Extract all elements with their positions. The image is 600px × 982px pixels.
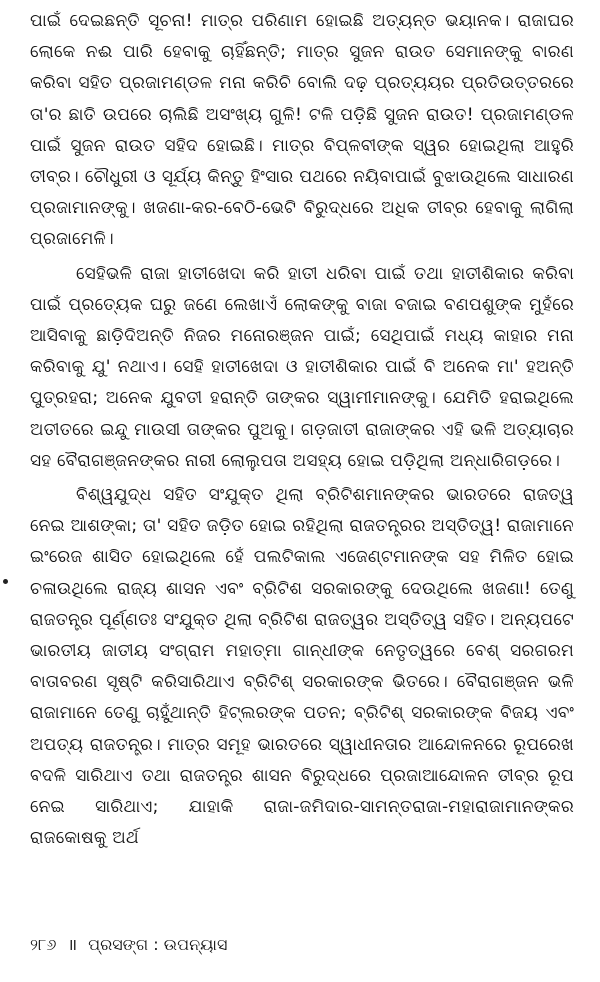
paragraph-3: ବିଶ୍ୱଯୁଦ୍ଧ ସହିତ ସଂଯୁକ୍ତ ଥିଲା ବ୍ରିଟିଶମାନଙ୍କର ଭାରତରେ ରାଜତ୍ୱ ନେଇ ଆଶଙ୍କା; ତା' ସହିତ ଜଡ଼ିତ ହୋଇ ରହିଥିଲା ରାଜତନ୍ତ୍ରର ଅସ୍ତିତ୍ୱ! ରାଜାମାନେ ଇଂରେଜ ଶାସିତ ହୋଇଥିଲେ ହେଁ ପଲଟିକାଲ ଏଜେଣ୍ଟମାନଙ୍କ ସହ ମିଳିତ ହୋଇ ଚଳାଉଥିଲେ ରାଜ୍ୟ ଶାସନ ଏବଂ ବ୍ରିଟିଶ ସରକାରଙ୍କୁ ଦେଉଥିଲେ ଖଜଣା! ତେଣୁ ରାଜତନ୍ତ୍ର ପୂର୍ଣ୍ଣତଃ ସଂଯୁକ୍ତ ଥିଲା ବ୍ରିଟିଶ ରାଜତ୍ୱର ଅସ୍ତିତ୍ୱ ସହିତ। ଅନ୍ୟପଟେ ଭାରତୀୟ ଜାତୀୟ ସଂଗ୍ରାମ ମହାତ୍ମା ଗାନ୍ଧୀଙ୍କ ନେତୃତ୍ୱରେ ବେଶ୍ ସରଗରମ ବାତାବରଣ ସୃଷ୍ଟି କରିସାରିଥାଏ ବ୍ରିଟିଶ୍ ସରକାରଙ୍କ ଭିତରେ। ବୈରାଗଞ୍ଜନ ଭଳି ରାଜାମାନେ ତେଣୁ ଚାହୁଁଥାନ୍ତି ହିଟ୍‌ଲରଙ୍କ ପତନ; ବ୍ରିଟିଶ୍ ସରକାରଙ୍କ ବିଜୟ ଏବଂ ଅପତ୍ୟ ରାଜତନ୍ତ୍ର। ମାତ୍ର ସମୂହ ଭାରତରେ ସ୍ୱାଧୀନତାର ଆନ୍ଦୋଳନରେ ରୂପରେଖ ବଦଳି ସାରିଥାଏ ତଥା ରାଜତନ୍ତ୍ର ଶାସନ ବିରୁଦ୍ଧରେ ପ୍ରଜାଆନ୍ଦୋଳନ ତୀବ୍ର ରୂପ ନେଇ ସାରିଥାଏ; ଯାହାକି ରାଜା-ଜମିଦାର-ସାମନ୍ତରାଜା-ମହାରାଜାମାନଙ୍କର ରାଜକୋଷକୁ ଅର୍ଥ [30, 485, 574, 849]
paragraph-2: ସେହିଭଳି ରାଜା ହାତୀଖେଦା କରି ହାତୀ ଧରିବା ପାଇଁ ତଥା ହାତୀଶିକାର କରିବା ପାଇଁ ପ୍ରତ୍ୟେକ ଘରୁ ଜଣେ ଲେଖାଏଁ ଲୋକଙ୍କୁ ବାଜା ବଜାଇ ବଣପଶୁଙ୍କ ମୁହଁରେ ଆସିବାକୁ ଛାଡ଼ିଦିଅନ୍ତି ନିଜର ମନୋରଞ୍ଜନ ପାଇଁ; ସେଥିପାଇଁ ମଧ୍ୟ କାହାର ମନା କରିବାକୁ ଯୁ' ନଥାଏ। ସେହି ହାତୀଖେଦା ଓ ହାତୀଶିକାର ପାଇଁ ବି ଅନେକ ମା' ହଅନ୍ତି ପୁତ୍ରହରା; ଅନେକ ଯୁବତୀ ହରାନ୍ତି ତାଙ୍କର ସ୍ୱାମୀମାନଙ୍କୁ। ଯେମିତି ହରାଇଥିଲେ ଅତୀତରେ ଇନ୍ଦୁ ମାଉସୀ ତାଙ୍କର ପୁଅକୁ। ଗଡ଼ଜାତୀ ରାଜାଙ୍କର ଏହି ଭଳି ଅତ୍ୟାଚାର ସହ ବୈରାଗଞ୍ଜନଙ୍କର ନାରୀ ଲୋଲୁପତା ଅସହ୍ୟ ହୋଇ ପଡ଼ିଥିଲା ଅନ୍ଧାରିଗଡ଼ରେ। [30, 263, 574, 471]
paragraph-1: ପାଇଁ ଦେଇଛନ୍ତି ସୂଚନା! ମାତ୍ର ପରିଣାମ ହୋଇଛି ଅତ୍ୟନ୍ତ ଭୟାନକ। ରାଜାଘର ଲୋକେ ନଈ ପାରି ହେବାକୁ ଚାହିଁଛନ୍ତି; ମାତ୍ର ସୁଜନ ରାଉତ ସେମାନଙ୍କୁ ବାରଣ କରିବା ସହିତ ପ୍ରଜାମଣ୍ଡଳ ମନା କରିଚି ବୋଲି ଦଢ଼ ପ୍ରତ୍ୟୟର ପ୍ରତିଉତ୍ତରରେ ତା'ର ଛାତି ଉପରେ ଚାଲିଛି ଅସଂଖ୍ୟ ଗୁଳି! ଟଳି ପଡ଼ିଛି ସୁଜନ ରାଉତ! ପ୍ରଜାମଣ୍ଡଳ ପାଇଁ ସୁଜନ ରାଉତ ସହିଦ ହୋଇଛି। ମାତ୍ର ବିପ୍ଳବୀଙ୍କ ସ୍ୱର ହୋଇଥିଲା ଆହୁରି ତୀବ୍ର। ଚୌଧୁରୀ ଓ ସୂର୍ଯ୍ୟ କିନ୍ତୁ ହିଂସାର ପଥରେ ନୟିବାପାଇଁ ବୁଝାଉଥିଲେ ସାଧାରଣ ପ୍ରଜାମାନଙ୍କୁ। ଖଜଣା-କର-ବେଠି-ଭେଟି ବିରୁଦ୍ଧରେ ଅଧିକ ତୀବ୍ର ହେବାକୁ ଲାଗିଲା ପ୍ରଜାମେଳି। [30, 11, 574, 250]
page-footer [30, 934, 227, 956]
footer-separator: ॥ [67, 935, 78, 954]
book-title: ପ୍ରସଙ୍ଗ : ଉପନ୍ୟାସ [88, 935, 228, 954]
stray-ink-dot [3, 579, 8, 584]
page-number: ୨୮୬ [30, 935, 57, 954]
